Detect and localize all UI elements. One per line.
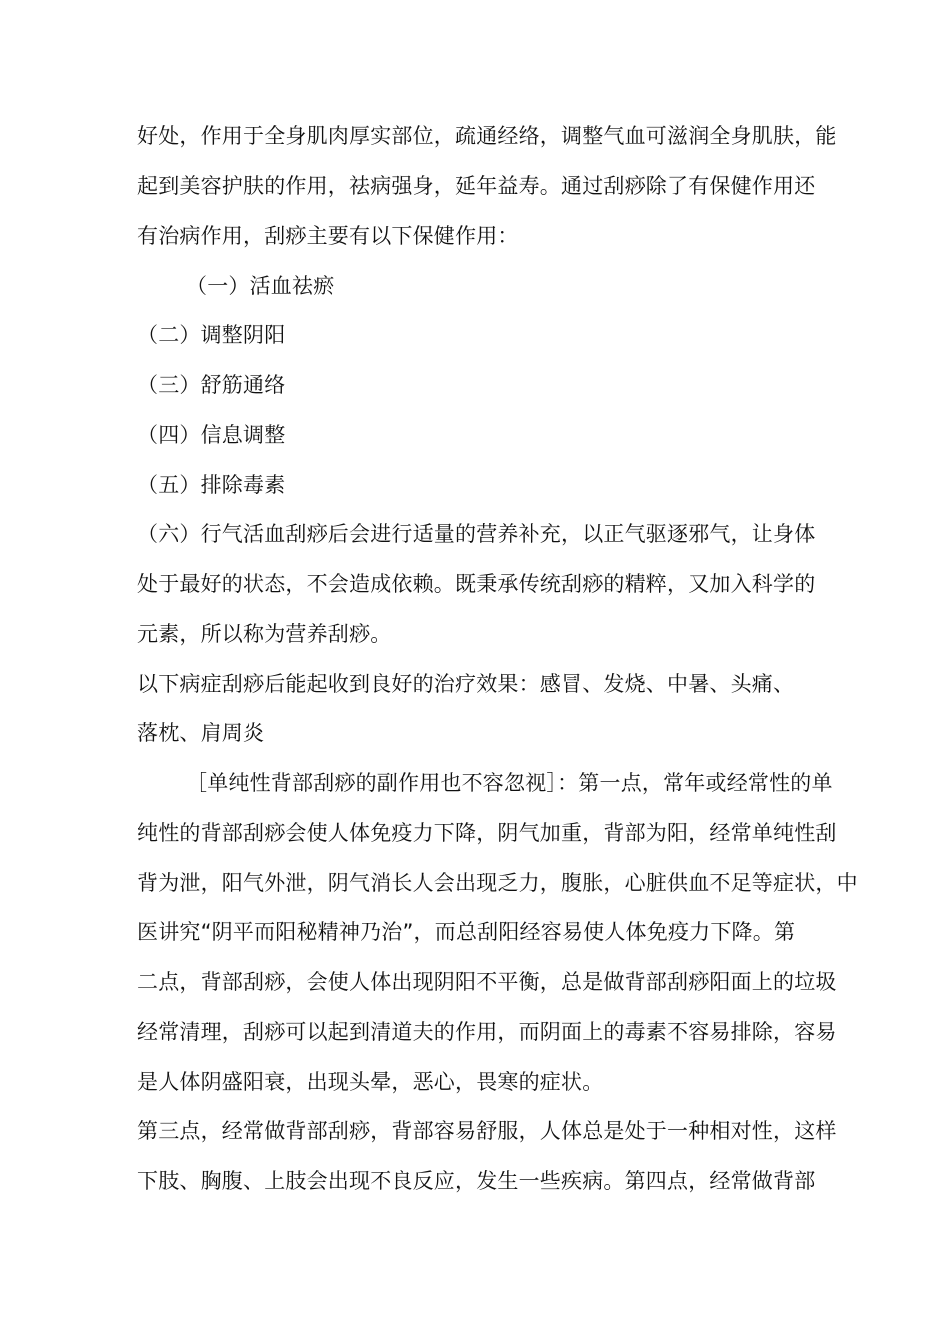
text-line: 元素，所以称为营养刮痧。	[137, 622, 392, 646]
list-item: （一）活血祛瘀	[186, 274, 335, 298]
text-line: 二点，背部刮痧，会使人体出现阴阳不平衡，总是做背部刮痧阳面上的垃圾	[137, 970, 837, 994]
text-line: 落枕、肩周炎	[137, 721, 265, 745]
text-line: 经常清理，刮痧可以起到清道夫的作用，而阴面上的毒素不容易排除，容易	[137, 1020, 837, 1044]
list-item: （五）排除毒素	[137, 473, 286, 497]
text-line: 起到美容护肤的作用，祛病强身，延年益寿。通过刮痧除了有保健作用还	[137, 174, 816, 198]
text-line: 下肢、胸腹、上肢会出现不良反应，发生一些疾病。第四点，经常做背部	[137, 1169, 816, 1193]
text-line: 是人体阴盛阳衰，出现头晕，恶心，畏寒的症状。	[137, 1070, 604, 1094]
text-line: 处于最好的状态，不会造成依赖。既秉承传统刮痧的精粹，又加入科学的	[137, 572, 816, 596]
list-item: （三）舒筋通络	[137, 373, 286, 397]
list-item: （四）信息调整	[137, 423, 286, 447]
text-line: 以下病症刮痧后能起收到良好的治疗效果：感冒、发烧、中暑、头痛、	[137, 672, 795, 696]
text-line: 第三点，经常做背部刮痧，背部容易舒服，人体总是处于一种相对性，这样	[137, 1119, 837, 1143]
text-line: 好处，作用于全身肌肉厚实部位，疏通经络，调整气血可滋润全身肌肤，能	[137, 124, 837, 148]
text-line: 医讲究“阴平而阳秘精神乃治”，而总刮阳经容易使人体免疫力下降。第	[137, 920, 796, 944]
list-item: （二）调整阴阳	[137, 323, 286, 347]
list-item: （六）行气活血刮痧后会进行适量的营养补充，以正气驱逐邪气，让身体	[137, 522, 816, 546]
text-line: 有治病作用，刮痧主要有以下保健作用：	[137, 224, 519, 248]
text-line: 纯性的背部刮痧会使人体免疫力下降，阴气加重，背部为阳，经常单纯性刮	[137, 821, 837, 845]
section-heading-line: ［单纯性背部刮痧的副作用也不容忽视］：第一点，常年或经常性的单	[186, 771, 833, 795]
text-line: 背为泄，阳气外泄，阴气消长人会出现乏力，腹胀，心脏供血不足等症状，中	[137, 871, 858, 895]
